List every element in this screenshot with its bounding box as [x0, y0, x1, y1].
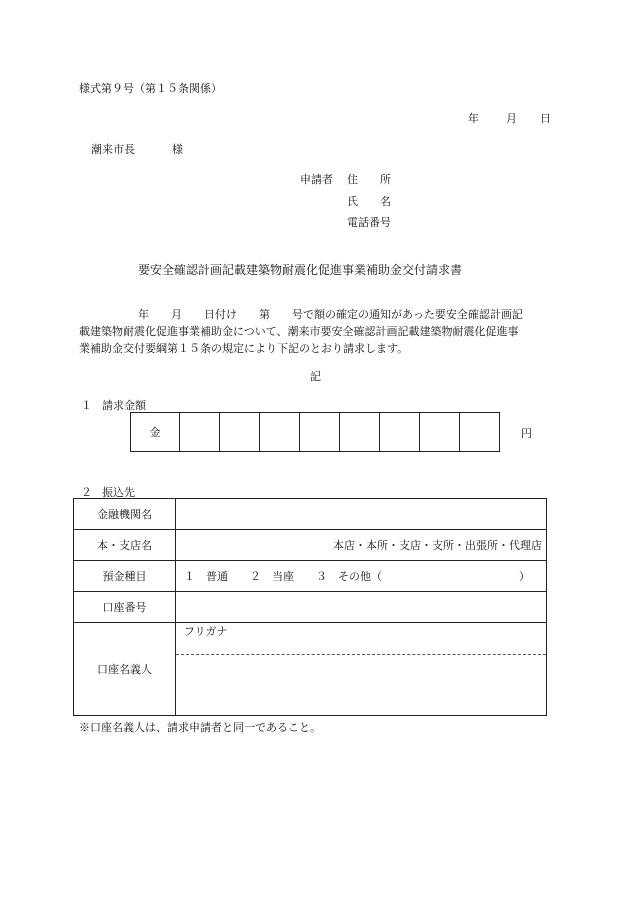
date-year: 年 — [468, 112, 479, 125]
deposit-type-field[interactable] — [176, 561, 547, 592]
section2-label: 振込先 — [102, 486, 135, 499]
deposit-options: １ 普通 ２ 当座 ３ その他（ — [184, 570, 382, 583]
note: ※口座名義人は、請求申請者と同一であること。 — [79, 721, 321, 734]
furigana-label: フリガナ — [184, 625, 228, 638]
holder-header: 口座名義人 — [74, 623, 176, 716]
section1-number: １ — [81, 399, 92, 412]
date-month: 月 — [506, 112, 517, 125]
section2-number: ２ — [81, 486, 92, 499]
branch-header: 本・支店名 — [74, 530, 176, 561]
applicant-address-label: 住 所 — [347, 173, 391, 186]
body-line-1: 年 月 日付け 第 号で額の確定の通知があった要安全確認計画記 — [138, 308, 523, 321]
date-day: 日 — [540, 112, 551, 125]
bank-table — [73, 498, 547, 716]
branch-options[interactable]: 本店・本所・支店・支所・出張所・代理店 — [176, 530, 547, 561]
yen-label: 円 — [521, 427, 532, 440]
addressee-honorific: 様 — [172, 143, 183, 156]
holder-name-area[interactable] — [176, 654, 546, 715]
amount-box — [130, 412, 500, 452]
applicant-label: 申請者 — [300, 173, 333, 186]
applicant-name-label: 氏 名 — [347, 195, 391, 208]
document-title: 要安全確認計画記載建築物耐震化促進事業補助金交付請求書 — [138, 263, 463, 277]
bank-name-field[interactable] — [176, 499, 547, 530]
bank-name-header: 金融機関名 — [74, 499, 176, 530]
form-number: 様式第９号（第１５条関係） — [79, 82, 222, 95]
deposit-close: ） — [519, 570, 530, 583]
amount-digit[interactable] — [220, 413, 260, 452]
addressee-name: 潮来市長 — [91, 143, 135, 156]
account-number-header: 口座番号 — [74, 592, 176, 623]
amount-digit[interactable] — [380, 413, 420, 452]
section1-label: 請求金額 — [102, 399, 146, 412]
amount-digit[interactable] — [420, 413, 460, 452]
body-line-3: 業補助金交付要綱第１５条の規定により下記のとおり請求します。 — [79, 342, 409, 355]
holder-field[interactable] — [176, 623, 547, 716]
ki-heading: 記 — [310, 370, 321, 383]
deposit-type-header: 預金種目 — [74, 561, 176, 592]
amount-digit[interactable] — [260, 413, 300, 452]
amount-kin-label: 金 — [131, 413, 180, 452]
amount-digit[interactable] — [460, 413, 500, 452]
amount-digit[interactable] — [300, 413, 340, 452]
account-number-field[interactable] — [176, 592, 547, 623]
applicant-phone-label: 電話番号 — [347, 216, 391, 229]
body-line-2: 載建築物耐震化促進事業補助金について、潮来市要安全確認計画記載建築物耐震化促進事 — [79, 325, 519, 338]
amount-digit[interactable] — [180, 413, 220, 452]
amount-digit[interactable] — [340, 413, 380, 452]
